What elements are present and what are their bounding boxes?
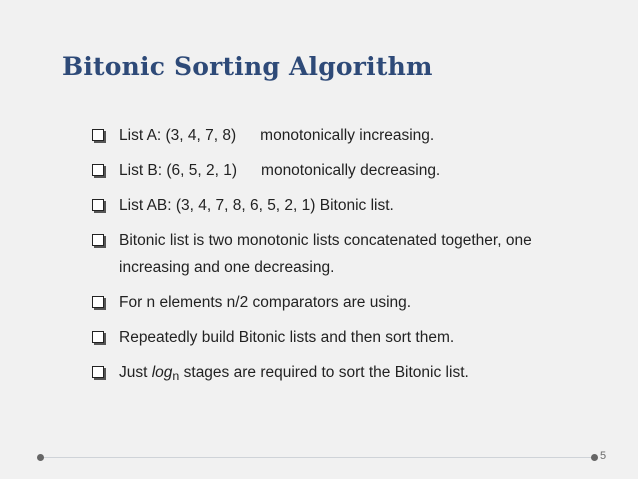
bullet-text: Repeatedly build Bitonic lists and then sort them. bbox=[119, 329, 455, 346]
bullet-repeat bbox=[92, 324, 592, 351]
bullet-text-prefix: Just bbox=[119, 364, 152, 381]
checkbox-icon bbox=[92, 199, 104, 211]
bullet-text: Bitonic list is two monotonic lists concatenated together, one increasing and one decreasing. bbox=[119, 232, 532, 276]
bullet-comparators bbox=[92, 289, 592, 316]
bullet-note: monotonically increasing. bbox=[260, 127, 435, 144]
checkbox-icon bbox=[92, 331, 104, 343]
bullet-text: For n elements n/2 comparators are using. bbox=[119, 294, 412, 311]
checkbox-icon bbox=[92, 129, 104, 141]
bullet-text-suffix: stages are required to sort the Bitonic list. bbox=[179, 364, 469, 381]
math-subscript-n: n bbox=[172, 369, 180, 384]
bullet-list-a bbox=[92, 122, 592, 149]
bullet-note: monotonically decreasing. bbox=[261, 162, 441, 179]
bullet-stages bbox=[92, 359, 592, 390]
math-log: log bbox=[151, 364, 173, 381]
bullet-text: List B: (6, 5, 2, 1) bbox=[119, 162, 238, 179]
bullet-bitonic-definition bbox=[92, 227, 592, 281]
footer-divider bbox=[40, 457, 595, 458]
checkbox-icon bbox=[92, 164, 104, 176]
checkbox-icon bbox=[92, 234, 104, 246]
page-number: 5 bbox=[600, 450, 607, 462]
bullet-text: List AB: (3, 4, 7, 8, 6, 5, 2, 1) Bitonic list. bbox=[119, 197, 394, 214]
bullet-list-b bbox=[92, 157, 592, 184]
bullet-list-ab bbox=[92, 192, 592, 219]
footer-dot-right bbox=[591, 454, 598, 461]
bullet-text: List A: (3, 4, 7, 8) bbox=[119, 127, 237, 144]
footer-dot-left bbox=[37, 454, 44, 461]
bullet-list bbox=[92, 122, 592, 398]
checkbox-icon bbox=[92, 366, 104, 378]
slide-title: Bitonic Sorting Algorithm bbox=[62, 52, 433, 81]
checkbox-icon bbox=[92, 296, 104, 308]
